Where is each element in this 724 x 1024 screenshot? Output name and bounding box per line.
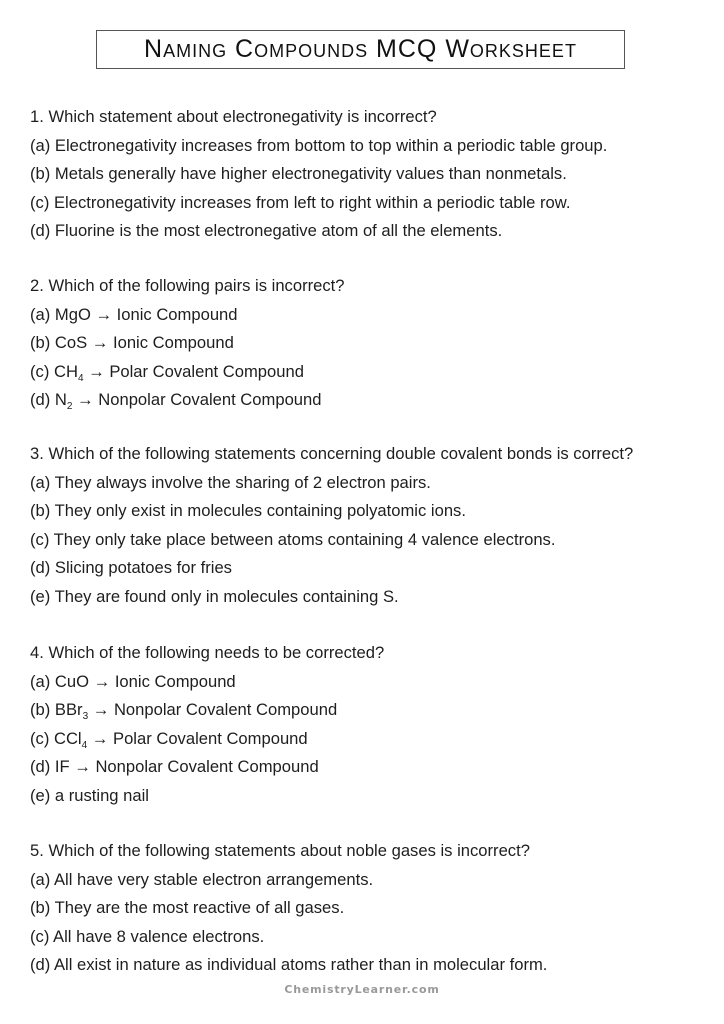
- answer-option: [30, 923, 720, 952]
- answer-option: [30, 217, 720, 246]
- subscript: 4: [81, 739, 88, 751]
- answer-option: [30, 894, 720, 923]
- answer-option: [30, 329, 720, 358]
- question-4: [30, 639, 720, 811]
- option-text: (c) All have 8 valence electrons.: [30, 926, 265, 946]
- answer-option: [30, 951, 720, 980]
- answer-option: [30, 725, 720, 754]
- option-text: (e) They are found only in molecules containing S.: [30, 586, 399, 606]
- subscript: 3: [82, 711, 89, 723]
- option-text: (b) They only exist in molecules containing polyatomic ions.: [30, 501, 466, 521]
- option-text: (c) Electronegativity increases from left to right within a periodic table row.: [30, 192, 571, 212]
- option-text: → Polar Covalent Compound: [87, 728, 308, 748]
- option-text: (d) N: [30, 390, 67, 410]
- answer-option: [30, 132, 720, 161]
- question-5: [30, 837, 720, 980]
- option-text: (a) Electronegativity increases from bottom to top within a periodic table group.: [30, 135, 608, 155]
- question-text: 2. Which of the following pairs is incorrect?: [30, 276, 345, 295]
- option-text: (d) All exist in nature as individual atoms rather than in molecular form.: [30, 955, 548, 975]
- option-text: → Nonpolar Covalent Compound: [88, 700, 338, 720]
- worksheet-title: Naming Compounds MCQ Worksheet: [96, 30, 625, 69]
- answer-option: [30, 301, 720, 330]
- question-3: [30, 440, 720, 612]
- option-text: (b) They are the most reactive of all gases.: [30, 898, 345, 918]
- answer-option: [30, 866, 720, 895]
- answer-option: [30, 782, 720, 811]
- question-2: [30, 272, 720, 415]
- option-text: (c) CCl: [30, 728, 82, 748]
- option-text: (d) Fluorine is the most electronegative atom of all the elements.: [30, 221, 503, 241]
- answer-option: [30, 358, 720, 387]
- answer-option: [30, 753, 720, 782]
- question-text: 1. Which statement about electronegativity is incorrect?: [30, 107, 437, 126]
- option-text: (a) MgO → Ionic Compound: [30, 304, 238, 324]
- option-text: → Nonpolar Covalent Compound: [72, 390, 322, 410]
- option-text: (e) a rusting nail: [30, 785, 149, 805]
- option-text: (d) Slicing potatoes for fries: [30, 558, 232, 578]
- answer-option: [30, 469, 720, 498]
- answer-option: [30, 668, 720, 697]
- question-text: 5. Which of the following statements about noble gases is incorrect?: [30, 841, 530, 860]
- option-text: (c) They only take place between atoms containing 4 valence electrons.: [30, 529, 556, 549]
- option-text: (b) Metals generally have higher electronegativity values than nonmetals.: [30, 164, 567, 184]
- answer-option: [30, 583, 720, 612]
- option-text: (a) They always involve the sharing of 2 electron pairs.: [30, 472, 431, 492]
- option-text: → Polar Covalent Compound: [83, 361, 304, 381]
- answer-option: [30, 160, 720, 189]
- option-text: (d) IF → Nonpolar Covalent Compound: [30, 757, 319, 777]
- question-text: 3. Which of the following statements concerning double covalent bonds is correct?: [30, 444, 634, 463]
- option-text: (b) CoS → Ionic Compound: [30, 333, 234, 353]
- answer-option: [30, 526, 720, 555]
- answer-option: [30, 696, 720, 725]
- answer-option: [30, 189, 720, 218]
- question-text: 4. Which of the following needs to be corrected?: [30, 643, 385, 662]
- option-text: (a) CuO → Ionic Compound: [30, 671, 236, 691]
- subscript: 4: [77, 372, 84, 384]
- answer-option: [30, 386, 720, 415]
- option-text: (b) BBr: [30, 700, 83, 720]
- answer-option: [30, 497, 720, 526]
- subscript: 2: [66, 401, 73, 413]
- site-watermark: ChemistryLearner.com: [284, 983, 440, 996]
- option-text: (a) All have very stable electron arrangements.: [30, 869, 374, 889]
- answer-option: [30, 554, 720, 583]
- option-text: (c) CH: [30, 361, 78, 381]
- question-1: [30, 103, 720, 246]
